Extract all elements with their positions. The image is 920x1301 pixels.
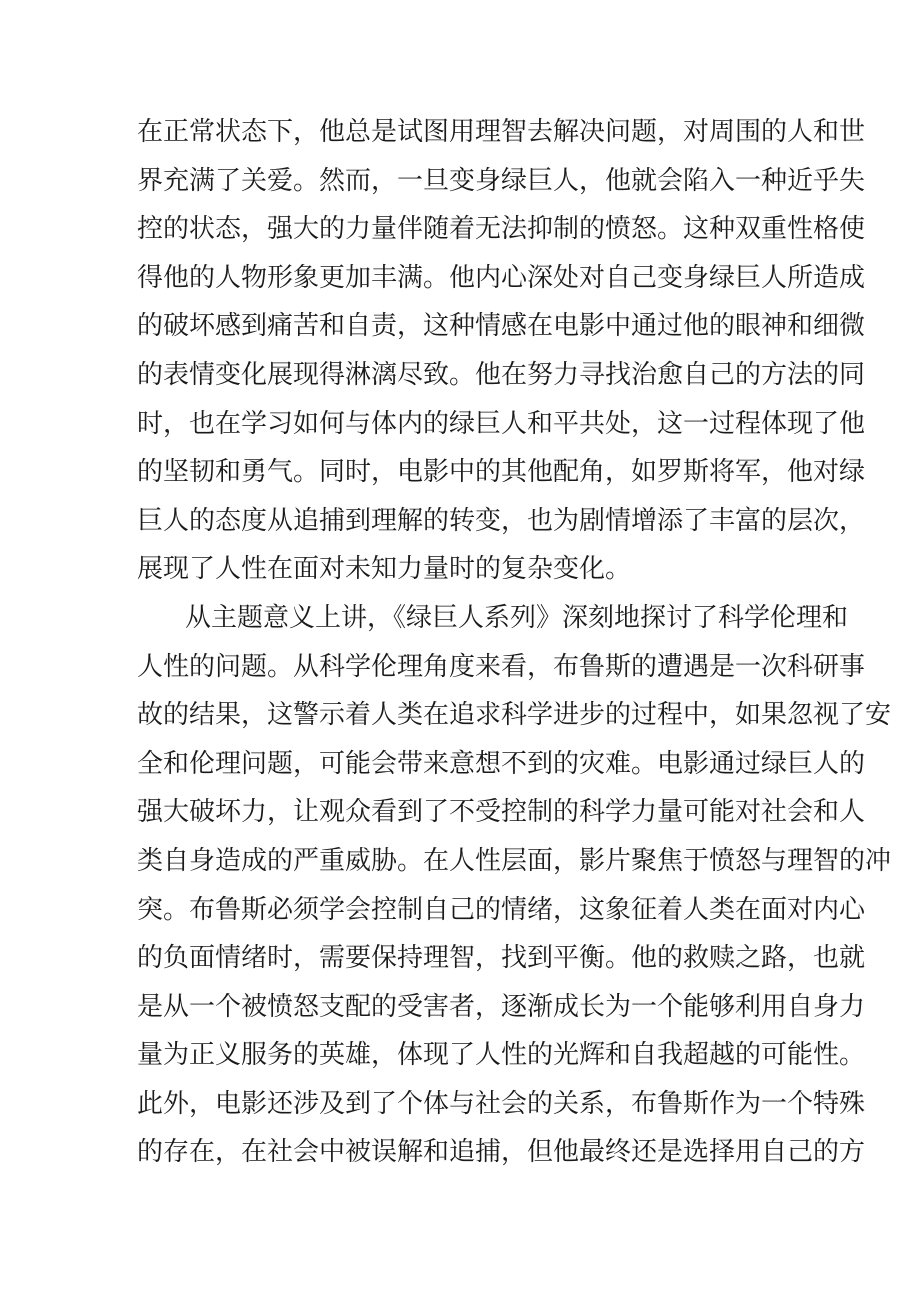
text-line: 是从一个被愤怒支配的受害者，逐渐成长为一个能够利用自身力 <box>137 991 866 1022</box>
text-line: 展现了人性在面对未知力量时的复杂变化。 <box>137 554 632 585</box>
text-line: 在正常状态下，他总是试图用理智去解决问题，对周围的人和世 <box>137 117 866 147</box>
text-line: 量为正义服务的英雄，体现了人性的光辉和自我超越的可能性。 <box>137 1040 866 1071</box>
paragraph-1 <box>137 108 866 594</box>
text-line: 强大破坏力，让观众看到了不受控制的科学力量可能对社会和人 <box>137 797 866 828</box>
text-line: 时，也在学习如何与体内的绿巨人和平共处，这一过程体现了他 <box>137 408 866 439</box>
text-line: 从主题意义上讲，《绿巨人系列》深刻地探讨了科学伦理和 <box>185 602 849 633</box>
text-line: 类自身造成的严重威胁。在人性层面，影片聚焦于愤怒与理智的冲 <box>137 845 892 876</box>
text-line: 此外，电影还涉及到了个体与社会的关系，布鲁斯作为一个特殊 <box>137 1088 866 1119</box>
text-line: 人性的问题。从科学伦理角度来看，布鲁斯的遭遇是一次科研事 <box>137 651 866 682</box>
text-line: 的坚韧和勇气。同时，电影中的其他配角，如罗斯将军，他对绿 <box>137 457 866 488</box>
text-line: 故的结果，这警示着人类在追求科学进步的过程中，如果忽视了安 <box>137 700 892 731</box>
text-line: 控的状态，强大的力量伴随着无法抑制的愤怒。这种双重性格使 <box>137 214 866 245</box>
document-body <box>137 108 892 1177</box>
text-line: 的存在，在社会中被误解和追捕，但他最终还是选择用自己的方 <box>137 1137 866 1168</box>
paragraph-2 <box>137 594 892 1177</box>
text-line: 突。布鲁斯必须学会控制自己的情绪，这象征着人类在面对内心 <box>137 894 866 925</box>
text-line: 得他的人物形象更加丰满。他内心深处对自己变身绿巨人所造成 <box>137 262 866 293</box>
text-line: 全和伦理问题，可能会带来意想不到的灾难。电影通过绿巨人的 <box>137 748 866 779</box>
text-line: 的表情变化展现得淋漓尽致。他在努力寻找治愈自己的方法的同 <box>137 359 866 390</box>
text-line: 的破坏感到痛苦和自责，这种情感在电影中通过他的眼神和细微 <box>137 311 866 342</box>
text-line: 界充满了关爱。然而，一旦变身绿巨人，他就会陷入一种近乎失 <box>137 165 866 196</box>
text-line: 巨人的态度从追捕到理解的转变，也为剧情增添了丰富的层次， <box>137 505 866 536</box>
text-line: 的负面情绪时，需要保持理智，找到平衡。他的救赎之路，也就 <box>137 943 866 974</box>
